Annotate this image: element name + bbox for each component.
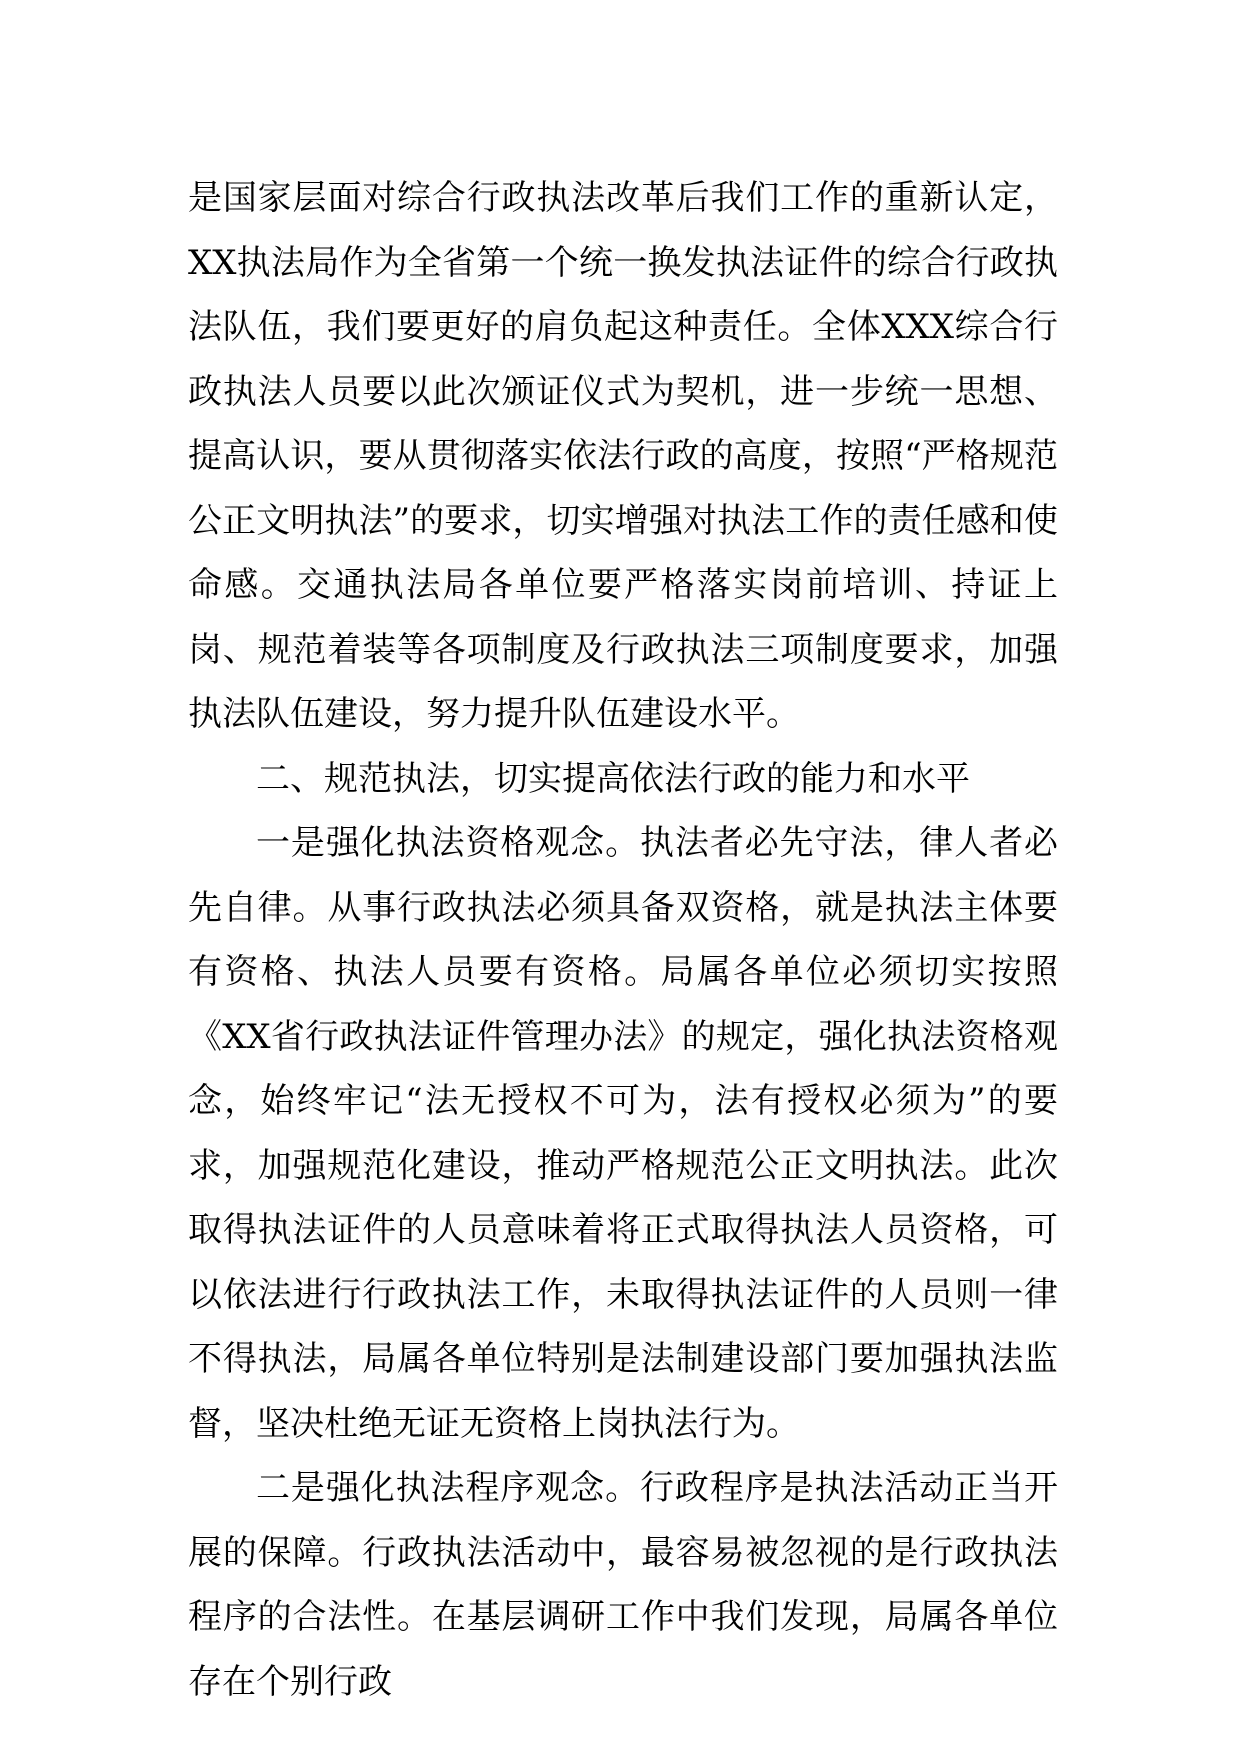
paragraph-continuation: 是国家层面对综合行政执法改革后我们工作的重新认定，XX执法局作为全省第一个统一换发执法证件的综合行政执法队伍，我们要更好的肩负起这种责任。全体XXX综合行政执法人员要以此次颁证仪式为契机，进一步统一思想、提高认识，要从贯彻落实依法行政的高度，按照“严格规范公正文明执法”的要求，切实增强对执法工作的责任感和使命感。交通执法局各单位要严格落实岗前培训、持证上岗、规范着装等各项制度及行政执法三项制度要求，加强执法队伍建设，努力提升队伍建设水平。 (188, 178, 1058, 734)
document-page (188, 166, 1058, 1714)
section-heading: 二、规范执法，切实提高依法行政的能力和水平 (256, 758, 970, 799)
paragraph-procedure: 二是强化执法程序观念。行政程序是执法活动正当开展的保障。行政执法活动中，最容易被忽视的是行政执法程序的合法性。在基层调研工作中我们发现，局属各单位存在个别行政 (188, 1468, 1058, 1702)
paragraph-qualification: 一是强化执法资格观念。执法者必先守法，律人者必先自律。从事行政执法必须具备双资格，就是执法主体要有资格、执法人员要有资格。局属各单位必须切实按照《XX省行政执法证件管理办法》的规定，强化执法资格观念，始终牢记“法无授权不可为，法有授权必须为”的要求，加强规范化建设，推动严格规范公正文明执法。此次取得执法证件的人员意味着将正式取得执法人员资格，可以依法进行行政执法工作，未取得执法证件的人员则一律不得执法，局属各单位特别是法制建设部门要加强执法监督，坚决杜绝无证无资格上岗执法行为。 (188, 823, 1058, 1444)
